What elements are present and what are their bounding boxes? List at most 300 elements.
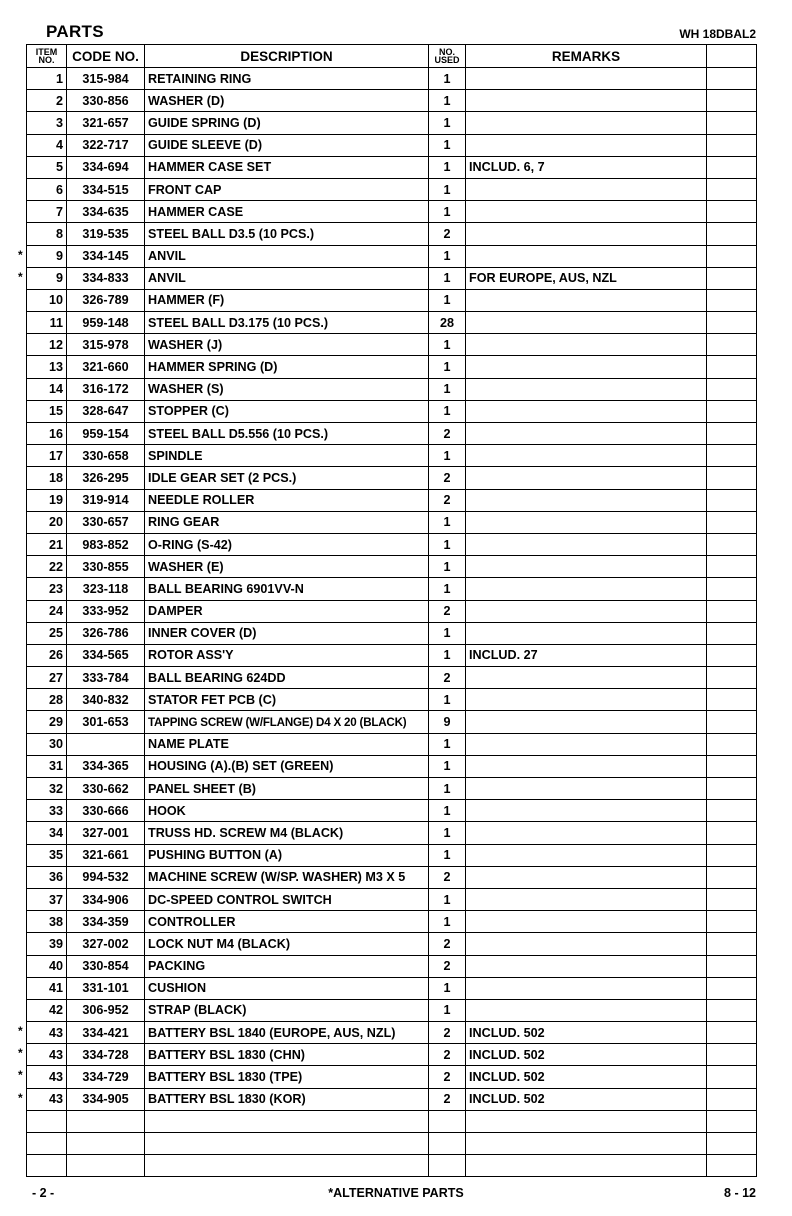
blank-cell bbox=[707, 755, 757, 777]
no-used-cell bbox=[429, 334, 466, 356]
remarks-cell bbox=[466, 334, 707, 356]
code-no-cell bbox=[67, 689, 145, 711]
item-no-cell bbox=[27, 378, 67, 400]
remarks-cell bbox=[466, 1155, 707, 1177]
description-cell-text: WASHER (E) bbox=[148, 559, 224, 574]
table-row bbox=[27, 644, 757, 666]
item-no-cell-text: 23 bbox=[48, 581, 63, 596]
item-no-cell bbox=[27, 289, 67, 311]
remarks-cell bbox=[466, 289, 707, 311]
description-cell bbox=[145, 711, 429, 733]
code-no-cell bbox=[67, 911, 145, 933]
no-used-cell bbox=[429, 689, 466, 711]
table-row bbox=[27, 1066, 757, 1088]
no-used-cell-text: 2 bbox=[443, 1047, 451, 1062]
item-no-cell bbox=[18, 1022, 67, 1044]
code-no-cell-text: 331-101 bbox=[82, 981, 129, 996]
item-no-cell-text: 35 bbox=[48, 848, 63, 863]
header-description: DESCRIPTION bbox=[145, 45, 429, 68]
remarks-cell-text: INCLUD. 27 bbox=[469, 648, 538, 663]
item-no-cell-text: 6 bbox=[55, 182, 63, 197]
no-used-cell-text: 2 bbox=[443, 959, 451, 974]
table-row bbox=[27, 600, 757, 622]
item-no-cell-text: 38 bbox=[48, 914, 63, 929]
description-cell bbox=[145, 533, 429, 555]
blank-cell bbox=[707, 156, 757, 178]
description-cell-text: FRONT CAP bbox=[148, 182, 222, 197]
code-no-cell bbox=[67, 68, 145, 90]
code-no-cell bbox=[67, 622, 145, 644]
blank-cell bbox=[707, 778, 757, 800]
blank-cell bbox=[707, 844, 757, 866]
description-cell bbox=[145, 1110, 429, 1132]
code-no-cell-text: 334-365 bbox=[82, 759, 129, 774]
code-no-cell bbox=[67, 844, 145, 866]
table-row bbox=[27, 556, 757, 578]
code-no-cell-text: 334-565 bbox=[82, 648, 129, 663]
remarks-cell-text: INCLUD. 502 bbox=[469, 1092, 545, 1107]
description-cell bbox=[145, 999, 429, 1021]
blank-cell bbox=[707, 312, 757, 334]
description-cell bbox=[145, 156, 429, 178]
no-used-cell bbox=[429, 201, 466, 223]
item-no-cell-text: 27 bbox=[48, 670, 63, 685]
code-no-cell bbox=[67, 1110, 145, 1132]
code-no-cell-text: 301-653 bbox=[82, 715, 129, 730]
no-used-cell-text: 1 bbox=[443, 537, 451, 552]
table-row bbox=[27, 999, 757, 1021]
description-cell-text: ANVIL bbox=[148, 271, 186, 286]
description-cell bbox=[145, 556, 429, 578]
code-no-cell bbox=[67, 866, 145, 888]
code-no-cell bbox=[67, 667, 145, 689]
description-cell bbox=[145, 68, 429, 90]
blank-cell bbox=[707, 999, 757, 1021]
alternative-part-marker: * bbox=[18, 1090, 23, 1105]
blank-cell bbox=[707, 201, 757, 223]
code-no-cell bbox=[67, 134, 145, 156]
item-no-cell-text: 2 bbox=[55, 93, 63, 108]
remarks-cell bbox=[466, 112, 707, 134]
code-no-cell bbox=[67, 400, 145, 422]
blank-cell bbox=[707, 1066, 757, 1088]
item-no-cell-text: 11 bbox=[49, 315, 63, 330]
no-used-cell bbox=[429, 68, 466, 90]
item-no-cell-text: 18 bbox=[48, 470, 63, 485]
remarks-cell bbox=[466, 977, 707, 999]
no-used-cell-text: 1 bbox=[443, 803, 451, 818]
no-used-cell-text: 9 bbox=[443, 715, 451, 730]
alternative-part-marker: * bbox=[18, 1068, 23, 1083]
blank-cell bbox=[707, 600, 757, 622]
remarks-cell bbox=[466, 911, 707, 933]
blank-cell bbox=[707, 68, 757, 90]
table-row bbox=[27, 1022, 757, 1044]
description-cell bbox=[145, 1066, 429, 1088]
remarks-cell bbox=[466, 201, 707, 223]
code-no-cell-text: 327-001 bbox=[82, 825, 129, 840]
blank-cell bbox=[707, 933, 757, 955]
no-used-cell-text: 2 bbox=[443, 604, 451, 619]
item-no-cell bbox=[27, 822, 67, 844]
description-cell-text: WASHER (D) bbox=[148, 93, 225, 108]
remarks-cell bbox=[466, 578, 707, 600]
blank-cell bbox=[707, 267, 757, 289]
alternative-part-marker: * bbox=[18, 247, 23, 262]
blank-cell bbox=[707, 644, 757, 666]
table-row bbox=[27, 667, 757, 689]
description-cell bbox=[145, 312, 429, 334]
code-no-cell bbox=[67, 1155, 145, 1177]
blank-cell bbox=[707, 423, 757, 445]
item-no-cell-text: 43 bbox=[48, 1025, 63, 1040]
remarks-cell bbox=[466, 245, 707, 267]
code-no-cell-text: 333-952 bbox=[82, 604, 129, 619]
no-used-cell-text: 1 bbox=[443, 914, 451, 929]
remarks-cell bbox=[466, 1088, 707, 1110]
item-no-cell-text: 39 bbox=[48, 936, 63, 951]
table-row bbox=[27, 1044, 757, 1066]
description-cell bbox=[145, 90, 429, 112]
item-no-cell-text: 24 bbox=[48, 604, 63, 619]
no-used-cell-text: 1 bbox=[443, 448, 451, 463]
blank-cell bbox=[707, 955, 757, 977]
item-no-cell bbox=[18, 267, 67, 289]
item-no-cell bbox=[27, 489, 67, 511]
code-no-cell-text: 322-717 bbox=[82, 138, 129, 153]
description-cell-text: WASHER (S) bbox=[148, 382, 224, 397]
item-no-cell bbox=[27, 445, 67, 467]
header-no-used bbox=[429, 45, 466, 68]
description-cell-text: BALL BEARING 6901VV-N bbox=[148, 581, 304, 596]
no-used-cell bbox=[429, 822, 466, 844]
description-cell bbox=[145, 866, 429, 888]
alternative-part-marker: * bbox=[18, 1024, 23, 1039]
table-row bbox=[27, 711, 757, 733]
code-no-cell bbox=[67, 1088, 145, 1110]
description-cell-text: TRUSS HD. SCREW M4 (BLACK) bbox=[148, 825, 344, 840]
no-used-cell-text: 1 bbox=[443, 848, 451, 863]
description-cell-text: NEEDLE ROLLER bbox=[148, 493, 255, 508]
code-no-cell-text: 330-856 bbox=[82, 93, 129, 108]
code-no-cell-text: 334-729 bbox=[82, 1070, 129, 1085]
code-no-cell bbox=[67, 999, 145, 1021]
remarks-cell bbox=[466, 711, 707, 733]
table-row bbox=[27, 977, 757, 999]
description-cell-text: O-RING (S-42) bbox=[148, 537, 232, 552]
description-cell-text: STEEL BALL D5.556 (10 PCS.) bbox=[148, 426, 329, 441]
blank-cell bbox=[707, 1110, 757, 1132]
no-used-cell bbox=[429, 955, 466, 977]
remarks-cell bbox=[466, 866, 707, 888]
table-row bbox=[27, 467, 757, 489]
item-no-cell-text: 25 bbox=[48, 626, 63, 641]
description-cell-text: ROTOR ASS'Y bbox=[148, 648, 234, 663]
description-cell bbox=[145, 778, 429, 800]
description-cell-text: PANEL SHEET (B) bbox=[148, 781, 256, 796]
no-used-cell-text: 1 bbox=[443, 981, 451, 996]
table-row bbox=[27, 866, 757, 888]
description-cell-text: INNER COVER (D) bbox=[148, 626, 257, 641]
item-no-cell-text: 14 bbox=[48, 382, 63, 397]
description-cell bbox=[145, 1044, 429, 1066]
code-no-cell-text: 334-145 bbox=[82, 249, 129, 264]
description-cell bbox=[145, 1022, 429, 1044]
remarks-cell bbox=[466, 1066, 707, 1088]
remarks-cell bbox=[466, 400, 707, 422]
blank-cell bbox=[707, 511, 757, 533]
description-cell bbox=[145, 178, 429, 200]
remarks-cell bbox=[466, 1044, 707, 1066]
no-used-cell bbox=[429, 844, 466, 866]
header-used-line2: USED bbox=[434, 55, 460, 65]
code-no-cell-text: 340-832 bbox=[82, 692, 129, 707]
description-cell-text: HAMMER (F) bbox=[148, 293, 225, 308]
no-used-cell-text: 1 bbox=[443, 581, 451, 596]
code-no-cell-text: 334-906 bbox=[82, 892, 129, 907]
code-no-cell-text: 334-421 bbox=[82, 1025, 129, 1040]
code-no-cell bbox=[67, 600, 145, 622]
code-no-cell-text: 334-635 bbox=[82, 204, 129, 219]
table-row bbox=[27, 911, 757, 933]
description-cell-text: LOCK NUT M4 (BLACK) bbox=[148, 936, 291, 951]
blank-cell bbox=[707, 378, 757, 400]
code-no-cell bbox=[67, 711, 145, 733]
table-row bbox=[27, 289, 757, 311]
no-used-cell bbox=[429, 1133, 466, 1155]
code-no-cell bbox=[67, 1066, 145, 1088]
item-no-cell-text: 10 bbox=[48, 293, 63, 308]
description-cell bbox=[145, 733, 429, 755]
code-no-cell bbox=[67, 556, 145, 578]
no-used-cell-text: 1 bbox=[443, 759, 451, 774]
description-cell bbox=[145, 644, 429, 666]
code-no-cell bbox=[67, 178, 145, 200]
description-cell bbox=[145, 977, 429, 999]
description-cell bbox=[145, 578, 429, 600]
no-used-cell bbox=[429, 644, 466, 666]
table-row bbox=[27, 312, 757, 334]
code-no-cell-text: 315-984 bbox=[82, 71, 129, 86]
blank-cell bbox=[707, 178, 757, 200]
description-cell-text: IDLE GEAR SET (2 PCS.) bbox=[148, 470, 297, 485]
description-cell bbox=[145, 467, 429, 489]
blank-cell bbox=[707, 289, 757, 311]
item-no-cell-text: 26 bbox=[48, 648, 63, 663]
remarks-cell bbox=[466, 667, 707, 689]
table-row bbox=[27, 134, 757, 156]
code-no-cell-text: 334-728 bbox=[82, 1047, 129, 1062]
description-cell bbox=[145, 1155, 429, 1177]
no-used-cell-text: 2 bbox=[443, 470, 451, 485]
no-used-cell bbox=[429, 622, 466, 644]
no-used-cell bbox=[429, 911, 466, 933]
table-row bbox=[27, 445, 757, 467]
item-no-cell bbox=[27, 689, 67, 711]
item-no-cell-text: 43 bbox=[48, 1047, 63, 1062]
blank-cell bbox=[707, 90, 757, 112]
blank-cell bbox=[707, 356, 757, 378]
item-no-cell-text: 12 bbox=[48, 337, 63, 352]
remarks-cell bbox=[466, 489, 707, 511]
code-no-cell-text: 334-515 bbox=[82, 182, 129, 197]
description-cell bbox=[145, 423, 429, 445]
blank-cell bbox=[707, 733, 757, 755]
model-number: WH 18DBAL2 bbox=[679, 27, 756, 41]
item-no-cell bbox=[27, 533, 67, 555]
blank-cell bbox=[707, 334, 757, 356]
no-used-cell bbox=[429, 90, 466, 112]
description-cell-text: NAME PLATE bbox=[148, 737, 229, 752]
code-no-cell bbox=[67, 489, 145, 511]
blank-cell bbox=[707, 888, 757, 910]
description-cell bbox=[145, 245, 429, 267]
no-used-cell-text: 1 bbox=[443, 892, 451, 907]
item-no-cell bbox=[27, 778, 67, 800]
item-no-cell-text: 22 bbox=[48, 559, 63, 574]
table-row bbox=[27, 578, 757, 600]
remarks-cell bbox=[466, 1133, 707, 1155]
item-no-cell-text: 33 bbox=[48, 803, 63, 818]
no-used-cell-text: 2 bbox=[443, 226, 451, 241]
description-cell-text: PACKING bbox=[148, 959, 206, 974]
header-remarks: REMARKS bbox=[466, 45, 707, 68]
table-row bbox=[27, 489, 757, 511]
description-cell bbox=[145, 667, 429, 689]
table-row bbox=[27, 112, 757, 134]
description-cell bbox=[145, 112, 429, 134]
header-item-no bbox=[27, 45, 67, 68]
no-used-cell bbox=[429, 400, 466, 422]
no-used-cell-text: 1 bbox=[443, 692, 451, 707]
no-used-cell bbox=[429, 933, 466, 955]
header-code-no: CODE NO. bbox=[67, 45, 145, 68]
description-cell bbox=[145, 622, 429, 644]
code-no-cell-text: 306-952 bbox=[82, 1003, 129, 1018]
table-row bbox=[27, 955, 757, 977]
description-cell bbox=[145, 933, 429, 955]
blank-cell bbox=[707, 1133, 757, 1155]
code-no-cell bbox=[67, 112, 145, 134]
item-no-cell-text: 37 bbox=[48, 892, 63, 907]
no-used-cell-text: 1 bbox=[443, 737, 451, 752]
item-no-cell-text: 9 bbox=[55, 249, 63, 264]
item-no-cell-text: 30 bbox=[48, 737, 63, 752]
code-no-cell-text: 330-666 bbox=[82, 803, 129, 818]
description-cell bbox=[145, 511, 429, 533]
description-cell-text: MACHINE SCREW (W/SP. WASHER) M3 X 5 bbox=[148, 870, 406, 885]
item-no-cell bbox=[27, 999, 67, 1021]
no-used-cell-text: 1 bbox=[443, 626, 451, 641]
no-used-cell-text: 1 bbox=[443, 404, 451, 419]
remarks-cell-text: INCLUD. 502 bbox=[469, 1070, 545, 1085]
blank-cell bbox=[707, 1088, 757, 1110]
table-row bbox=[27, 178, 757, 200]
remarks-cell bbox=[466, 423, 707, 445]
description-cell-text: GUIDE SLEEVE (D) bbox=[148, 138, 263, 153]
description-cell bbox=[145, 400, 429, 422]
blank-cell bbox=[707, 223, 757, 245]
item-no-cell-text: 3 bbox=[55, 115, 63, 130]
code-no-cell-text: 321-660 bbox=[82, 360, 129, 375]
description-cell-text: HAMMER SPRING (D) bbox=[148, 360, 278, 375]
blank-cell bbox=[707, 622, 757, 644]
no-used-cell-text: 1 bbox=[443, 115, 451, 130]
item-no-cell-text: 8 bbox=[55, 226, 63, 241]
remarks-cell-text: FOR EUROPE, AUS, NZL bbox=[469, 271, 617, 286]
page-title: PARTS bbox=[46, 22, 104, 41]
no-used-cell-text: 1 bbox=[443, 71, 451, 86]
code-no-cell bbox=[67, 201, 145, 223]
remarks-cell bbox=[466, 445, 707, 467]
description-cell bbox=[145, 378, 429, 400]
blank-cell bbox=[707, 822, 757, 844]
table-row bbox=[27, 267, 757, 289]
no-used-cell bbox=[429, 1155, 466, 1177]
remarks-cell bbox=[466, 644, 707, 666]
blank-cell bbox=[707, 911, 757, 933]
description-cell bbox=[145, 134, 429, 156]
item-no-cell bbox=[27, 844, 67, 866]
remarks-cell bbox=[466, 90, 707, 112]
code-no-cell-text: 330-657 bbox=[82, 515, 129, 530]
blank-cell bbox=[707, 800, 757, 822]
no-used-cell-text: 1 bbox=[443, 648, 451, 663]
item-no-cell-text: 31 bbox=[48, 759, 63, 774]
remarks-cell-text: INCLUD. 502 bbox=[469, 1025, 545, 1040]
no-used-cell-text: 1 bbox=[443, 271, 451, 286]
code-no-cell bbox=[67, 644, 145, 666]
item-no-cell-text: 34 bbox=[48, 825, 63, 840]
code-no-cell-text: 323-118 bbox=[82, 581, 129, 596]
no-used-cell bbox=[429, 800, 466, 822]
item-no-cell bbox=[27, 711, 67, 733]
item-no-cell bbox=[18, 1044, 67, 1066]
description-cell-text: BALL BEARING 624DD bbox=[148, 670, 286, 685]
no-used-cell bbox=[429, 999, 466, 1021]
item-no-cell bbox=[27, 733, 67, 755]
remarks-cell bbox=[466, 689, 707, 711]
item-no-cell bbox=[27, 156, 67, 178]
remarks-cell bbox=[466, 134, 707, 156]
remarks-cell bbox=[466, 312, 707, 334]
description-cell-text: RING GEAR bbox=[148, 515, 220, 530]
item-no-cell-text: 36 bbox=[48, 870, 63, 885]
item-no-cell-text: 43 bbox=[48, 1070, 63, 1085]
description-cell-text: STOPPER (C) bbox=[148, 404, 229, 419]
description-cell-text: STEEL BALL D3.175 (10 PCS.) bbox=[148, 315, 329, 330]
footer-page-number: - 2 - bbox=[32, 1186, 55, 1200]
code-no-cell-text: 330-662 bbox=[82, 781, 129, 796]
code-no-cell-text: 326-295 bbox=[82, 470, 129, 485]
description-cell-text: HOOK bbox=[148, 803, 186, 818]
code-no-cell bbox=[67, 1022, 145, 1044]
item-no-cell-text: 43 bbox=[48, 1092, 63, 1107]
description-cell bbox=[145, 911, 429, 933]
code-no-cell bbox=[67, 733, 145, 755]
item-no-cell-text: 20 bbox=[48, 515, 63, 530]
table-row bbox=[27, 822, 757, 844]
remarks-cell bbox=[466, 778, 707, 800]
header-item-line1: ITEM bbox=[35, 47, 58, 57]
item-no-cell bbox=[18, 245, 67, 267]
no-used-cell-text: 1 bbox=[443, 559, 451, 574]
description-cell-text: BATTERY BSL 1830 (KOR) bbox=[148, 1092, 306, 1107]
item-no-cell-text: 40 bbox=[48, 959, 63, 974]
code-no-cell bbox=[67, 90, 145, 112]
description-cell-text: WASHER (J) bbox=[148, 337, 223, 352]
no-used-cell-text: 1 bbox=[443, 515, 451, 530]
